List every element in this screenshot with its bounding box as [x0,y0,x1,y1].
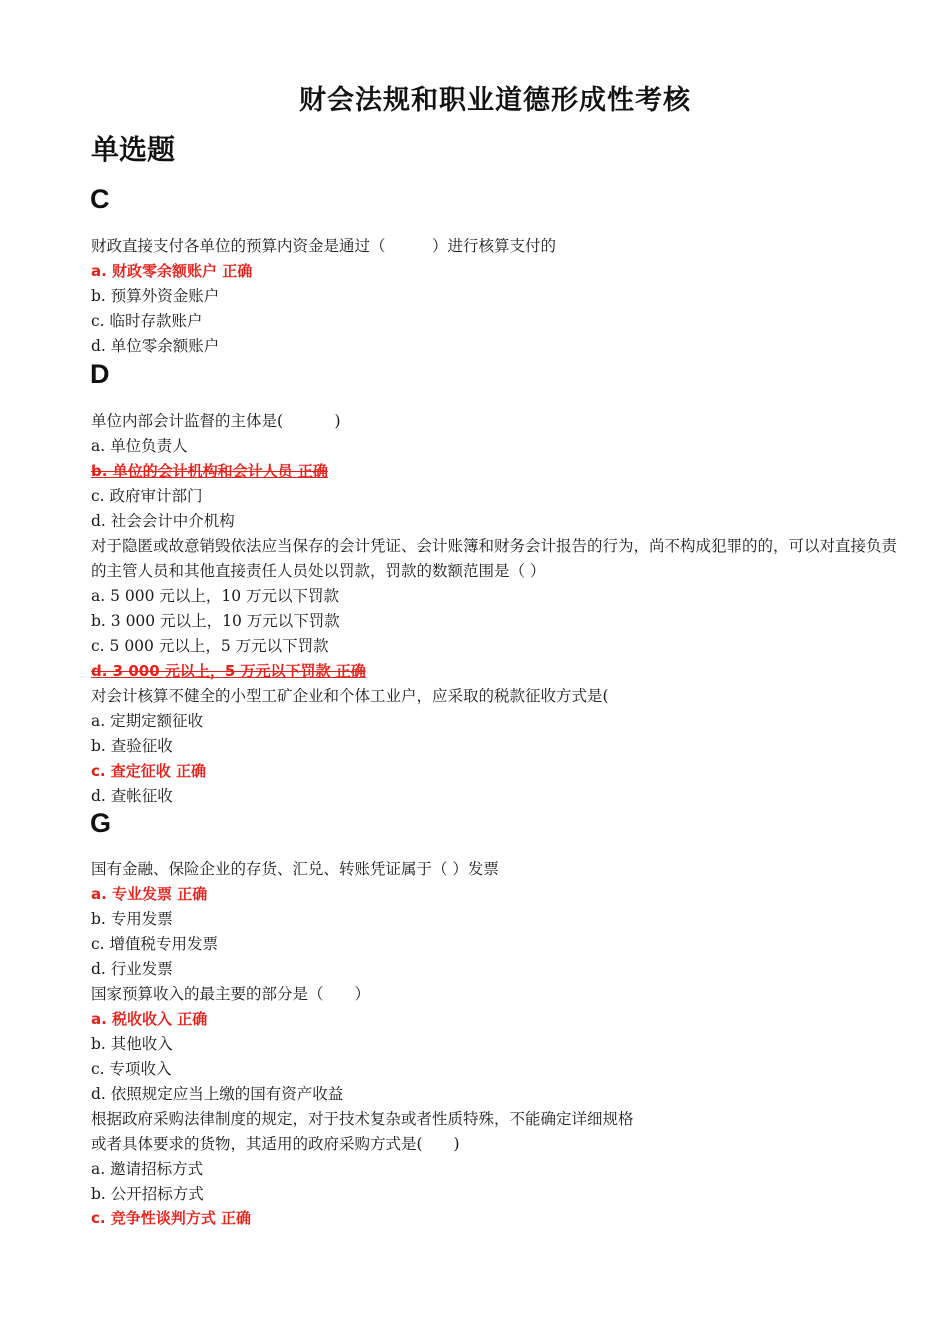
correct-option: a. 税收收入 正确 [91,1010,208,1028]
option: c. 专项收入 [91,1060,172,1078]
correct-option: c. 查定征收 正确 [91,762,207,780]
option: d. 行业发票 [91,960,173,978]
correct-option: d. 3 000 元以上，5 万元以下罚款 正确 [91,662,366,680]
correct-option: c. 竞争性谈判方式 正确 [91,1209,252,1227]
question-text: 国家预算收入的最主要的部分是（ ） [91,985,371,1003]
group-letter-d: D [90,359,110,389]
question-text: 根据政府采购法律制度的规定，对于技术复杂或者性质特殊，不能确定详细规格 [91,1110,634,1128]
document-title: 财会法规和职业道德形成性考核 [299,85,691,116]
option: b. 3 000 元以上，10 万元以下罚款 [91,612,340,630]
question-text: 单位内部会计监督的主体是( ) [91,412,341,430]
question-text: 国有金融、保险企业的存货、汇兑、转账凭证属于（ ）发票 [91,860,499,878]
question-text: 或者具体要求的货物，其适用的政府采购方式是( ) [91,1135,460,1153]
option: c. 增值税专用发票 [91,935,219,953]
question-text: 对于隐匿或故意销毁依法应当保存的会计凭证、会计账簿和财务会计报告的行为，尚不构成犯罪的的，可以对直接负责的主管人员和其他直接责任人员处以罚款，罚款的数额范围是（ ） [91,537,898,580]
group-letter-g: G [90,808,112,838]
option: d. 单位零余额账户 [91,337,220,355]
option: a. 单位负责人 [91,437,188,455]
option: b. 公开招标方式 [91,1185,204,1203]
section-title: 单选题 [91,133,176,166]
option: d. 社会会计中介机构 [91,512,235,530]
option: a. 邀请招标方式 [91,1160,204,1178]
option: d. 查帐征收 [91,787,173,805]
option: b. 查验征收 [91,737,173,755]
option: b. 其他收入 [91,1035,173,1053]
question-text: 财政直接支付各单位的预算内资金是通过（ ）进行核算支付的 [91,237,557,255]
option: b. 预算外资金账户 [91,287,220,305]
correct-option: b. 单位的会计机构和会计人员 正确 [91,462,328,480]
option: b. 专用发票 [91,910,173,928]
option: a. 定期定额征收 [91,712,204,730]
option: a. 5 000 元以上，10 万元以下罚款 [91,587,340,605]
correct-option: a. 财政零余额账户 正确 [91,262,253,280]
correct-option: a. 专业发票 正确 [91,885,208,903]
option: c. 5 000 元以上，5 万元以下罚款 [91,637,329,655]
group-letter-c: C [90,184,110,214]
question-text: 对会计核算不健全的小型工矿企业和个体工业户，应采取的税款征收方式是( [91,687,609,705]
option: c. 政府审计部门 [91,487,203,505]
option: c. 临时存款账户 [91,312,203,330]
option: d. 依照规定应当上缴的国有资产收益 [91,1085,344,1103]
